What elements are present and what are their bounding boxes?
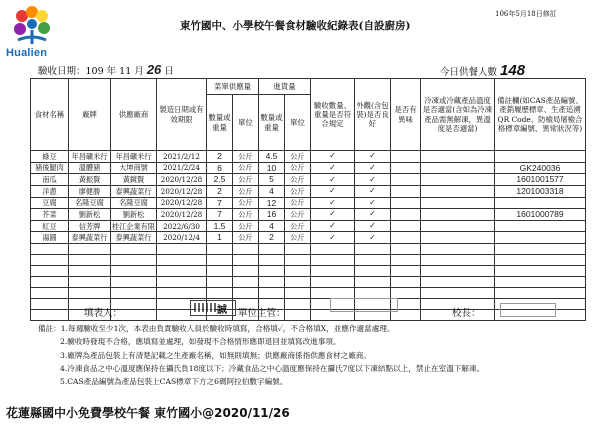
cell-remark: 1601000789 — [495, 209, 586, 221]
cell-arrival-unit — [285, 310, 311, 321]
header-mfg-date: 製造日期或有效期限 — [157, 79, 207, 151]
cell-qty-check: ✓ — [311, 162, 355, 174]
supply-label: 今日供餐人數 — [440, 67, 498, 78]
supervisor-label: 單位主管： — [238, 308, 286, 319]
cell-supplier: 年昌礦米行 — [111, 151, 157, 163]
cell-appearance-check: ✓ — [355, 209, 391, 221]
cell-supplier — [111, 266, 157, 277]
cell-odor-check — [391, 266, 421, 277]
cell-odor-check — [391, 162, 421, 174]
cell-remark — [495, 255, 586, 266]
cell-arrival-unit: 公斤 — [285, 151, 311, 163]
cell-remark — [495, 266, 586, 277]
inspection-table — [30, 78, 586, 321]
cell-food — [31, 277, 69, 288]
cell-food: 南瓜 — [31, 174, 69, 186]
header-arrival-unit: 單位 — [285, 95, 311, 151]
cell-odor-check — [391, 244, 421, 255]
note-5: 5.CAS產品編號為產品包裝上CAS標章下方之6碼阿拉伯數字編號。 — [60, 377, 288, 387]
cell-cold-chain-check — [421, 220, 495, 232]
cell-qty-check — [311, 277, 355, 288]
cell-qty-check: ✓ — [311, 185, 355, 197]
cell-arrival-unit — [285, 277, 311, 288]
cell-arrival-unit — [285, 255, 311, 266]
cell-qty-check — [311, 244, 355, 255]
cell-arrival-qty: 4.5 — [259, 151, 285, 163]
cell-date — [157, 255, 207, 266]
table-row — [31, 244, 586, 255]
cell-remark: 1201003318 — [495, 185, 586, 197]
cell-food — [31, 299, 69, 310]
cell-menu-unit — [233, 288, 259, 299]
cell-odor-check — [391, 151, 421, 163]
cell-vendor: 泰興蔬菜行 — [69, 232, 111, 244]
cell-vendor: 年昌礦米行 — [69, 151, 111, 163]
note-1: 備註：1.每週驗收至少1次，本表由負責驗收人員於驗收時填寫，合格填✓，不合格填X，並應作適當處理。 — [38, 324, 395, 333]
cell-menu-unit: 公斤 — [233, 209, 259, 221]
cell-date: 2020/12/4 — [157, 232, 207, 244]
cell-arrival-qty: 4 — [259, 185, 285, 197]
cell-odor-check — [391, 255, 421, 266]
cell-odor-check — [391, 220, 421, 232]
cell-date: 2020/12/28 — [157, 174, 207, 186]
table-row — [31, 288, 586, 299]
cell-menu-qty: 2 — [207, 151, 233, 163]
cell-menu-unit: 公斤 — [233, 151, 259, 163]
flower-logo-icon — [8, 4, 56, 48]
cell-odor-check — [391, 277, 421, 288]
cell-food: 豬後腿肉 — [31, 162, 69, 174]
footer-caption: 花蓮縣國中小免費學校午餐 東竹國小@2020/11/26 — [6, 406, 290, 420]
cell-appearance-check: ✓ — [355, 197, 391, 209]
cell-date: 2020/12/28 — [157, 185, 207, 197]
logo-text: Hualien — [6, 47, 48, 59]
cell-arrival-unit — [285, 266, 311, 277]
header-supplier: 供應廠商 — [111, 79, 157, 151]
cell-food: 洋蔥 — [31, 185, 69, 197]
cell-qty-check — [311, 288, 355, 299]
table-row — [31, 232, 586, 244]
filler-stamp — [190, 300, 236, 316]
cell-menu-qty: 6 — [207, 162, 233, 174]
cell-supplier: 名隆豆腐 — [111, 197, 157, 209]
cell-date: 2021/2/24 — [157, 162, 207, 174]
cell-arrival-qty — [259, 288, 285, 299]
cell-appearance-check — [355, 244, 391, 255]
cell-qty-check: ✓ — [311, 174, 355, 186]
cell-date: 2020/12/28 — [157, 197, 207, 209]
cell-cold-chain-check — [421, 255, 495, 266]
table-row — [31, 266, 586, 277]
cell-menu-unit — [233, 255, 259, 266]
cell-supplier — [111, 255, 157, 266]
cell-qty-check: ✓ — [311, 232, 355, 244]
cell-menu-unit: 公斤 — [233, 174, 259, 186]
cell-cold-chain-check — [421, 232, 495, 244]
revision-date: 106年5月18日修訂 — [495, 10, 557, 18]
cell-food — [31, 310, 69, 321]
cell-menu-qty: 7 — [207, 209, 233, 221]
cell-arrival-unit: 公斤 — [285, 220, 311, 232]
cell-date — [157, 244, 207, 255]
cell-menu-qty: 2 — [207, 185, 233, 197]
cell-remark — [495, 220, 586, 232]
cell-food — [31, 288, 69, 299]
cell-food: 湯圓 — [31, 232, 69, 244]
cell-cold-chain-check — [421, 174, 495, 186]
cell-menu-unit: 公斤 — [233, 220, 259, 232]
cell-supplier — [111, 277, 157, 288]
cell-arrival-qty — [259, 255, 285, 266]
cell-food: 芥菜 — [31, 209, 69, 221]
cell-remark — [495, 277, 586, 288]
header-remarks: 備註欄(如CAS產品編號、產銷履歷標章、生產追溯QR Code、防檢局屠檢合格標章編號、異常狀況等) — [495, 79, 586, 151]
table-row — [31, 174, 586, 186]
cell-odor-check — [391, 197, 421, 209]
cell-menu-qty: 1 — [207, 232, 233, 244]
note-2: 2.驗收時發現不合格，應填寫並處理，如發現不合格情形應即退回並填寫改進事項。 — [60, 337, 341, 347]
cell-cold-chain-check — [421, 209, 495, 221]
header-arrival-qty: 進貨量 — [259, 79, 311, 95]
cell-arrival-unit: 公斤 — [285, 174, 311, 186]
cell-arrival-qty — [259, 244, 285, 255]
cell-appearance-check — [355, 255, 391, 266]
cell-appearance-check: ✓ — [355, 151, 391, 163]
cell-odor-check — [391, 232, 421, 244]
table-row — [31, 151, 586, 163]
cell-supplier: 大坤商號 — [111, 162, 157, 174]
table-row — [31, 255, 586, 266]
cell-date — [157, 277, 207, 288]
cell-arrival-unit: 公斤 — [285, 209, 311, 221]
table-row — [31, 277, 586, 288]
cell-remark — [495, 244, 586, 255]
inspection-date — [38, 62, 174, 77]
cell-menu-qty — [207, 288, 233, 299]
cell-remark — [495, 151, 586, 163]
cell-food — [31, 266, 69, 277]
cell-cold-chain-check — [421, 266, 495, 277]
cell-menu-unit: 公斤 — [233, 185, 259, 197]
cell-arrival-unit: 公斤 — [285, 197, 311, 209]
inspection-date-day: 26 — [146, 62, 162, 77]
cell-qty-check: ✓ — [311, 197, 355, 209]
header-menu-unit: 單位 — [233, 95, 259, 151]
principal-label: 校長： — [452, 308, 481, 319]
principal-seal — [500, 303, 556, 317]
cell-remark: GK240036 — [495, 162, 586, 174]
cell-cold-chain-check — [421, 197, 495, 209]
cell-cold-chain-check — [421, 288, 495, 299]
cell-food — [31, 244, 69, 255]
supply-value: 148 — [500, 62, 526, 79]
cell-qty-check — [311, 266, 355, 277]
header-appearance: 外觀(含包裝)是否良好 — [355, 79, 391, 151]
cell-qty-check: ✓ — [311, 209, 355, 221]
cell-arrival-unit — [285, 299, 311, 310]
cell-qty-check — [311, 255, 355, 266]
table-row — [31, 185, 586, 197]
cell-food — [31, 255, 69, 266]
cell-remark — [495, 197, 586, 209]
cell-menu-unit: 公斤 — [233, 197, 259, 209]
cell-vendor — [69, 244, 111, 255]
cell-arrival-qty: 12 — [259, 197, 285, 209]
cell-menu-unit: 公斤 — [233, 162, 259, 174]
cell-cold-chain-check — [421, 277, 495, 288]
cell-arrival-unit — [285, 288, 311, 299]
cell-food: 綠豆 — [31, 151, 69, 163]
cell-menu-qty — [207, 244, 233, 255]
cell-odor-check — [391, 209, 421, 221]
cell-supplier — [111, 244, 157, 255]
cell-menu-qty — [207, 277, 233, 288]
cell-odor-check — [391, 174, 421, 186]
table-row — [31, 197, 586, 209]
cell-appearance-check — [355, 266, 391, 277]
cell-qty-check: ✓ — [311, 151, 355, 163]
notes — [38, 322, 484, 388]
table-row — [31, 209, 586, 221]
cell-date — [157, 288, 207, 299]
cell-supplier: 泰興蔬菜行 — [111, 185, 157, 197]
cell-odor-check — [391, 185, 421, 197]
cell-arrival-qty: 10 — [259, 162, 285, 174]
cell-appearance-check: ✓ — [355, 220, 391, 232]
cell-vendor: 黃振賢 — [69, 174, 111, 186]
cell-menu-qty: 1.5 — [207, 220, 233, 232]
stamp-pattern — [194, 303, 216, 312]
table-row — [31, 220, 586, 232]
cell-menu-qty — [207, 255, 233, 266]
inspection-date-prefix: 驗收日期：109 年 11 月 — [38, 66, 144, 77]
cell-date — [157, 266, 207, 277]
cell-menu-qty — [207, 266, 233, 277]
cell-arrival-unit: 公斤 — [285, 162, 311, 174]
cell-appearance-check — [355, 277, 391, 288]
header-odor: 是否有異味 — [391, 79, 421, 151]
cell-date: 2022/6/30 — [157, 220, 207, 232]
cell-remark: 1601001577 — [495, 174, 586, 186]
cell-supplier: 黃鏡賢 — [111, 174, 157, 186]
cell-date: 2020/12/28 — [157, 209, 207, 221]
cell-arrival-unit: 公斤 — [285, 185, 311, 197]
cell-supplier — [111, 288, 157, 299]
header-arrival-qty-value: 數量或重量 — [259, 95, 285, 151]
cell-date: 2021/2/12 — [157, 151, 207, 163]
page-title: 東竹國中、小學校午餐食材驗收紀錄表(自設廚房) — [180, 20, 411, 32]
cell-vendor — [69, 255, 111, 266]
cell-vendor — [69, 266, 111, 277]
cell-arrival-qty — [259, 266, 285, 277]
cell-menu-qty: 2.5 — [207, 174, 233, 186]
header-cold-chain: 冷凍或冷藏產品溫度是否適當(含如為冷凍產品需無解凍，異溫度是否適當) — [421, 79, 495, 151]
inspection-date-suffix: 日 — [164, 66, 174, 77]
cell-food: 豆腐 — [31, 197, 69, 209]
table-body — [31, 151, 586, 321]
cell-vendor: 溫體豬 — [69, 162, 111, 174]
cell-vendor: 廖健勝 — [69, 185, 111, 197]
cell-menu-qty: 7 — [207, 197, 233, 209]
supply-count — [440, 62, 525, 79]
supervisor-seal — [330, 298, 398, 312]
cell-vendor — [69, 277, 111, 288]
cell-supplier: 泰興蔬菜行 — [111, 232, 157, 244]
cell-vendor: 信芳牌 — [69, 220, 111, 232]
cell-qty-check: ✓ — [311, 220, 355, 232]
cell-remark — [495, 232, 586, 244]
cell-appearance-check: ✓ — [355, 162, 391, 174]
table-row — [31, 162, 586, 174]
cell-food: 紅豆 — [31, 220, 69, 232]
header-food-name: 食材名稱 — [31, 79, 69, 151]
header-menu-qty: 數量或重量 — [207, 95, 233, 151]
cell-arrival-qty: 5 — [259, 174, 285, 186]
cell-supplier: 桂江企業有限 — [111, 221, 156, 231]
cell-remark — [495, 288, 586, 299]
cell-vendor: 劉新松 — [69, 209, 111, 221]
cell-cold-chain-check — [421, 244, 495, 255]
note-4: 4.冷凍食品之中心溫度應保持在攝氏負18度以下；冷藏食品之中心溫度應保持在攝氏7度以下凍結點以上，禁止在室溫下解凍。 — [60, 363, 485, 373]
cell-menu-unit — [233, 277, 259, 288]
stamp-char: 誠 — [217, 305, 227, 316]
cell-cold-chain-check — [421, 162, 495, 174]
header-qty-check: 驗收數量、重量是否符合規定 — [311, 79, 355, 151]
cell-arrival-unit — [285, 244, 311, 255]
cell-arrival-qty — [259, 277, 285, 288]
header-vendor: 廠牌 — [69, 79, 111, 151]
cell-cold-chain-check — [421, 185, 495, 197]
cell-menu-unit — [233, 266, 259, 277]
cell-vendor: 名隆豆腐 — [69, 197, 111, 209]
cell-arrival-qty: 2 — [259, 232, 285, 244]
cell-menu-unit — [233, 244, 259, 255]
cell-appearance-check: ✓ — [355, 174, 391, 186]
cell-appearance-check: ✓ — [355, 232, 391, 244]
cell-cold-chain-check — [421, 151, 495, 163]
cell-arrival-qty: 4 — [259, 220, 285, 232]
cell-appearance-check: ✓ — [355, 185, 391, 197]
header-purchase-qty: 菜單供應量 — [207, 79, 259, 95]
cell-vendor — [69, 288, 111, 299]
cell-arrival-unit: 公斤 — [285, 232, 311, 244]
cell-odor-check — [391, 288, 421, 299]
cell-supplier: 劉新松 — [111, 209, 157, 221]
cell-menu-unit: 公斤 — [233, 232, 259, 244]
cell-arrival-qty: 16 — [259, 209, 285, 221]
note-3: 3.廠牌為產品包裝上有清楚記載之生產廠名稱，如無則填無；供應廠商係指供應食材之廠商。 — [60, 350, 371, 360]
filler-label: 填表人： — [84, 308, 123, 319]
cell-appearance-check — [355, 288, 391, 299]
